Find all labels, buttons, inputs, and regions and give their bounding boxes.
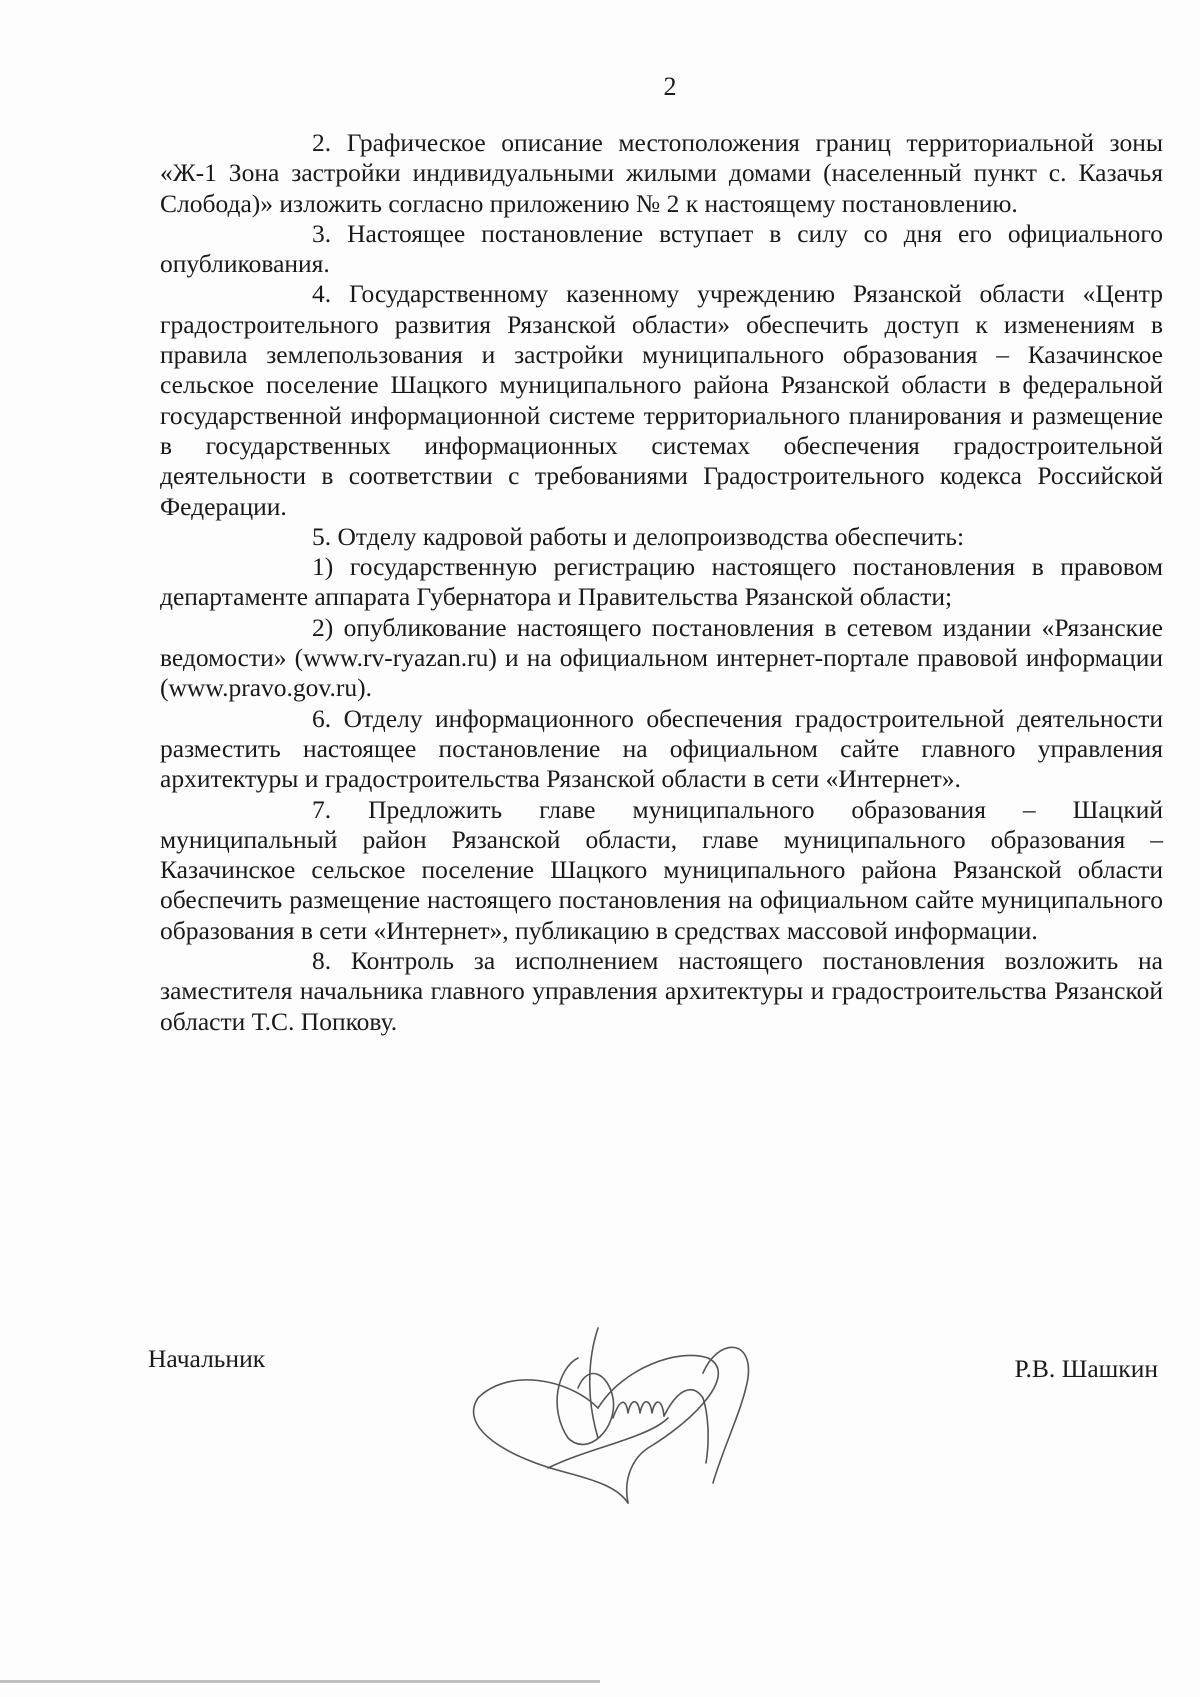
signatory-name: Р.В. Шашкин <box>1014 1354 1158 1383</box>
paragraph-text: Контроль за исполнением настоящего постановления возложить на заместителя начальника главного управления архитектуры и градостроительства Рязанской области Т.С. Попкову. <box>160 946 1163 1036</box>
paragraph-number: 3. <box>312 218 332 248</box>
paragraph-number: 2. <box>312 128 332 157</box>
paragraph-number: 2) <box>312 612 334 642</box>
paragraph-2 <box>160 128 1163 219</box>
handwritten-signature <box>448 1298 778 1508</box>
paragraph-number: 5. <box>312 521 332 551</box>
paragraph-number: 4. <box>312 279 332 309</box>
paragraph-number: 7. <box>312 794 332 824</box>
paragraph-text: Отделу информационного обеспечения градостроительной деятельности разместить настоящее постановление на официальном сайте главного управления архитектуры и градостроительства Рязанской области в сети «Интернет». <box>160 703 1163 794</box>
paragraph-number: 8. <box>312 946 332 976</box>
paragraph-text: Предложить главе муниципального образования – Шацкий муниципальный район Рязанской области, главе муниципального образования – Казачинское сельское поселение Шацкого муниципального района Рязанской области обеспечить размещение настоящего постановления на официальном сайте муниципального образования в сети «Интернет», публикацию в средствах массовой информации. <box>160 794 1163 945</box>
paragraph-number: 1) <box>312 552 334 582</box>
paragraph-text: Государственному казенному учреждению Рязанской области «Центр градостроительного развития Рязанской области» обеспечить доступ к изменениям в правила землепользования и застройки муниципального образования – Казачинское сельское поселение Шацкого муниципального района Рязанской области в федеральной государственной информационной системе территориального планирования и размещение в государственных информационных системах обеспечения градостроительной деятельности в соответствии с требованиями Градостроительного кодекса Российской Федерации. <box>160 279 1164 521</box>
paragraph-text: Графическое описание местоположения границ территориальной зоны «Ж-1 Зона застройки индивидуальными жилыми домами (населенный пункт с. Казачья Слобода)» изложить согласно приложению № 2 к настоящему постановлению. <box>160 128 1163 218</box>
paragraph-text: Отделу кадровой работы и делопроизводства обеспечить: <box>337 521 965 551</box>
signatory-title: Начальник <box>148 1344 266 1373</box>
paragraph-text: опубликование настоящего постановления в сетевом издании «Рязанские ведомости» (www.rv-ryazan.ru) и на официальном интернет-портале правовой информации (www.pravo.gov.ru). <box>160 612 1163 703</box>
paragraph-7 <box>160 795 1163 946</box>
paragraph-text: государственную регистрацию настоящего постановления в правовом департаменте аппарата Губернатора и Правительства Рязанской области; <box>160 552 1163 612</box>
paragraph-6 <box>160 704 1163 795</box>
paragraph-4 <box>160 279 1163 521</box>
page-number: 2 <box>663 72 677 101</box>
paragraph-3 <box>160 219 1163 280</box>
paragraph-8 <box>160 946 1163 1037</box>
subparagraph-1 <box>160 552 1163 613</box>
paragraph-5 <box>160 522 1163 552</box>
scan-edge-line <box>0 1680 600 1683</box>
subparagraph-2 <box>160 613 1163 704</box>
signature-block <box>148 1338 1158 1498</box>
paragraph-text: Настоящее постановление вступает в силу со дня его официального опубликования. <box>160 218 1163 279</box>
document-body <box>160 128 1163 1037</box>
paragraph-number: 6. <box>312 703 332 733</box>
